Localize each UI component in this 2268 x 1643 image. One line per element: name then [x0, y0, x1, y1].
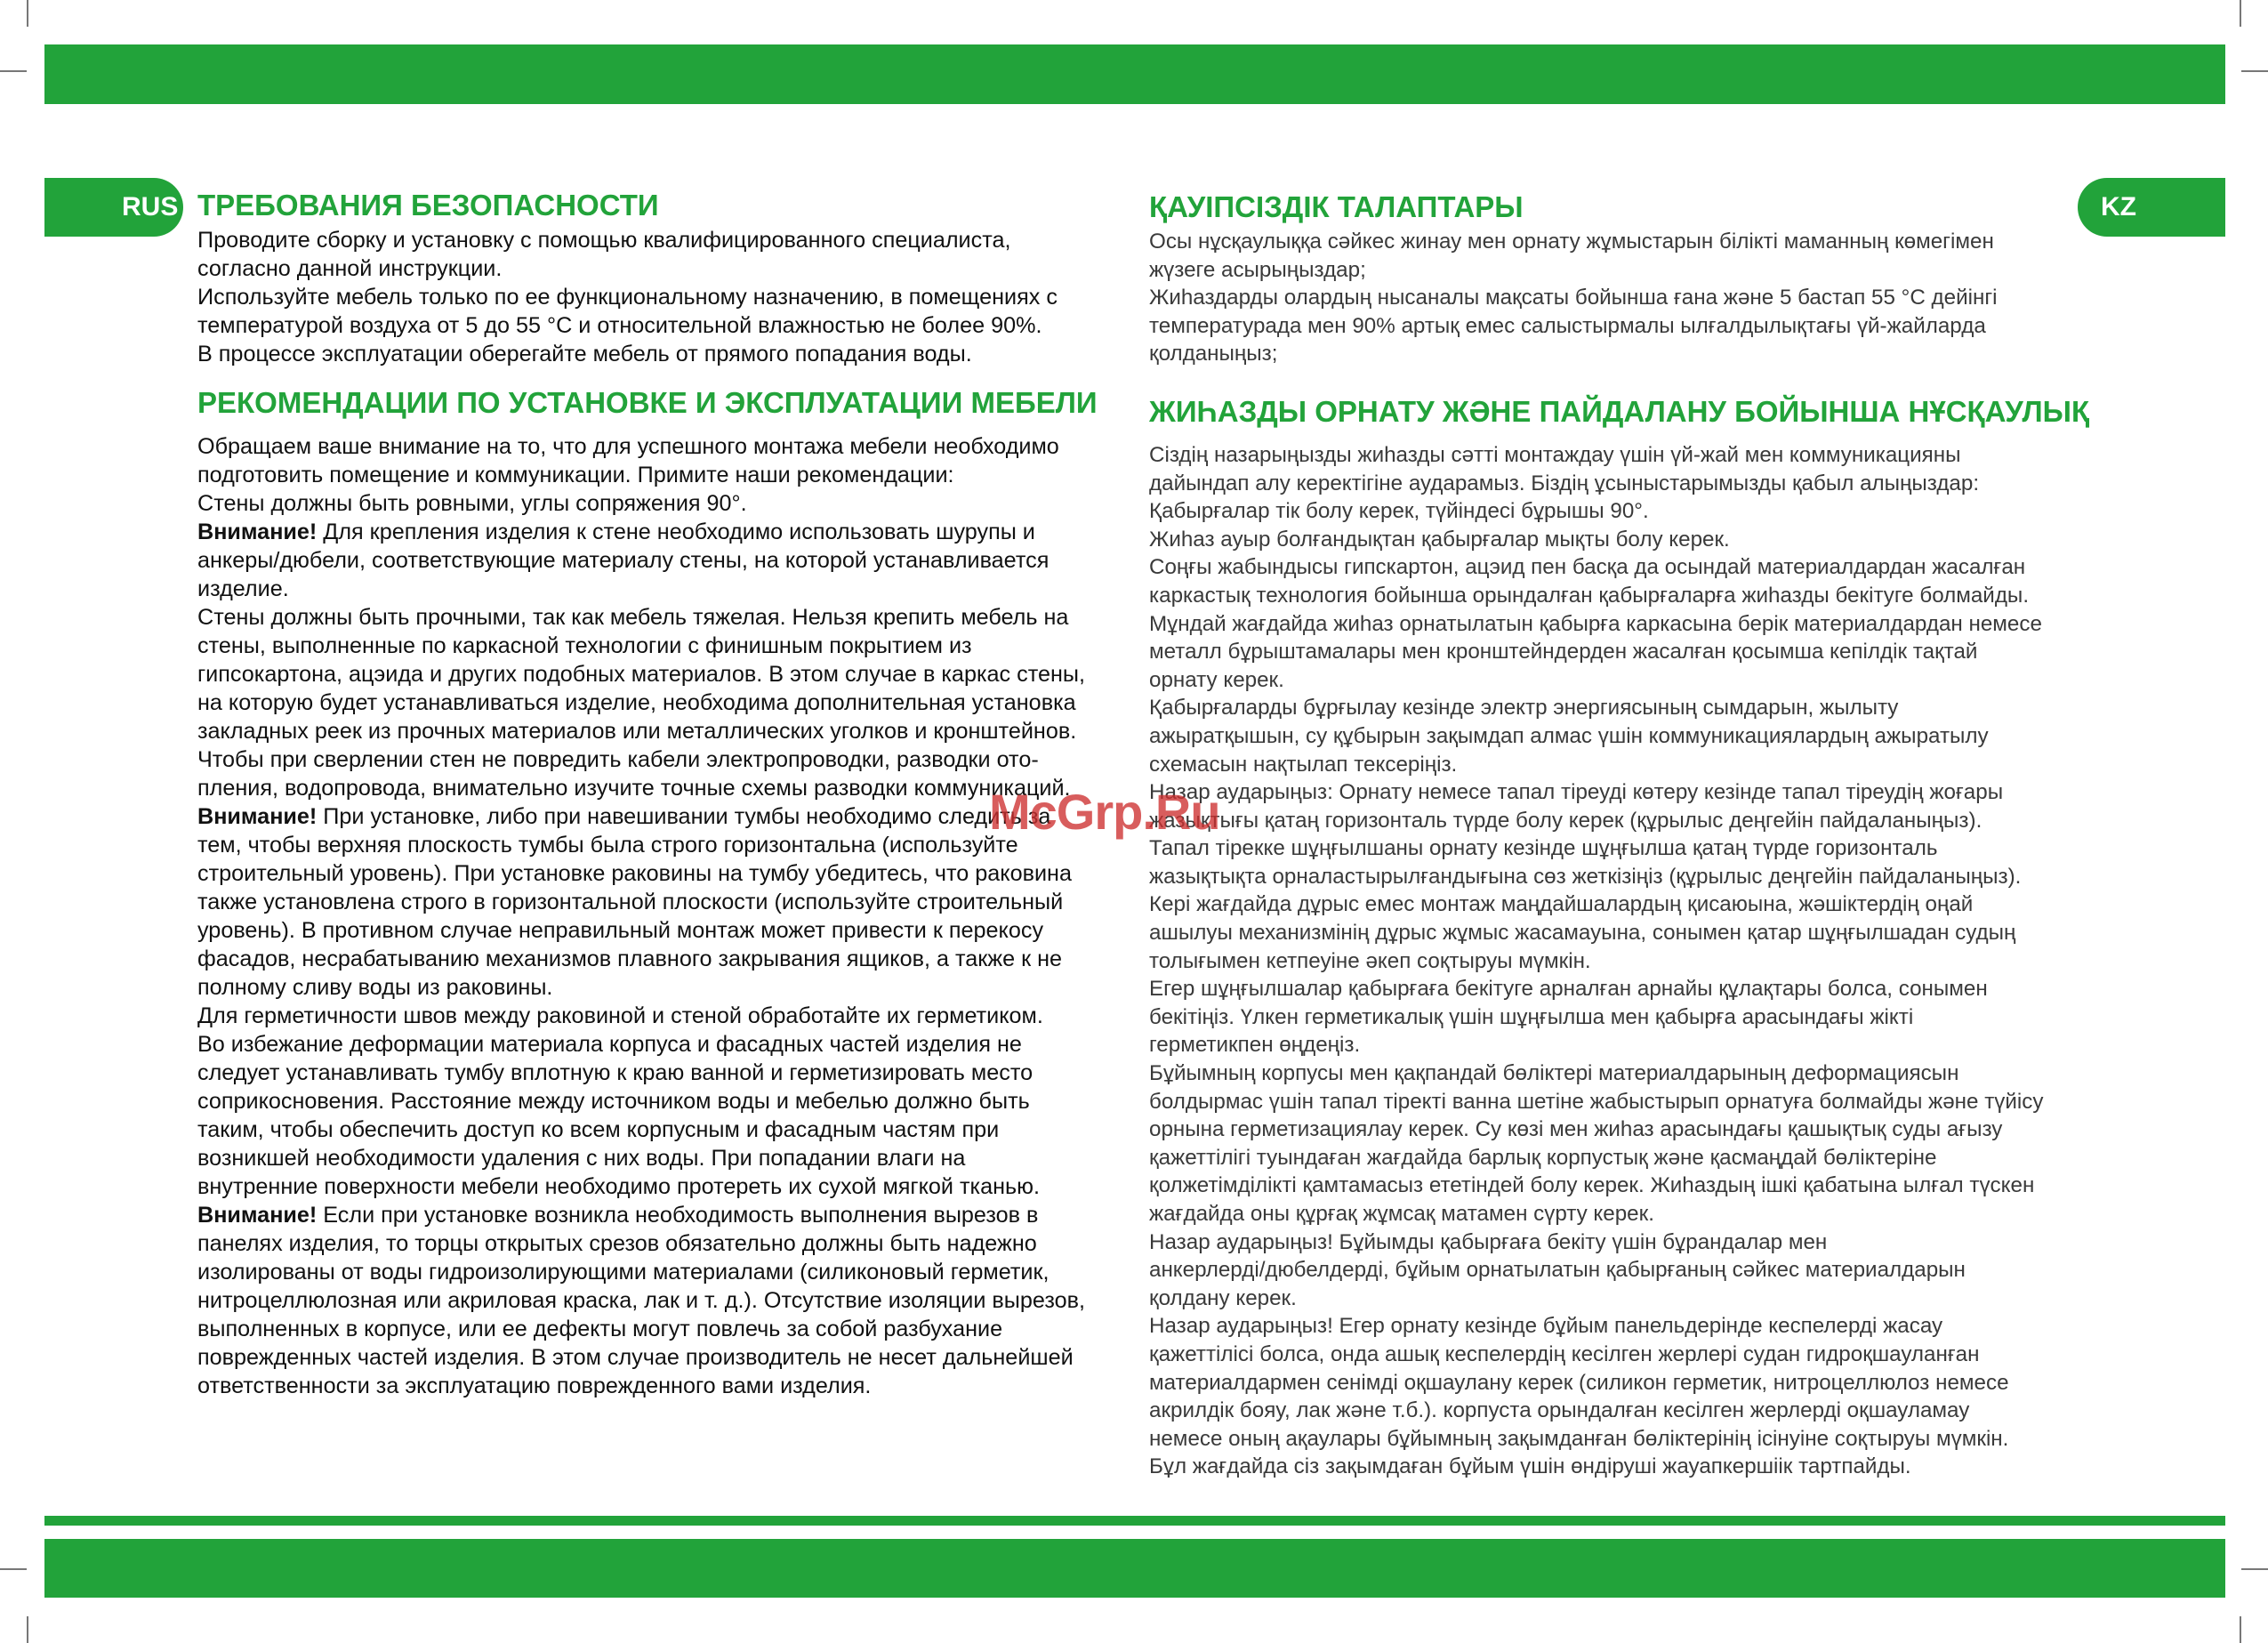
text-line: Осы нұсқаулыққа сәйкес жинау мен орнату жұмыстарын білікті маманның көмегімен [1149, 230, 1994, 254]
rus-safety-title: ТРЕБОВАНИЯ БЕЗОПАСНОСТИ [197, 189, 659, 221]
bottom-green-band [44, 1539, 2225, 1598]
watermark: McGrp.Ru [989, 784, 1220, 840]
text-line [197, 1258, 1122, 1286]
text-line: Қабырғаларды бұрғылау кезінде электр энергиясының сымдарын, жылыту [1149, 696, 1899, 721]
line-text: нитроцеллюлозная или акриловая краска, лак и т. д.). Отсутствие изоляции вырезов, [197, 1288, 1086, 1313]
text-line: орнату керек. [1149, 667, 1284, 692]
text-line: жүзеге асырыңыздар; [1149, 257, 1366, 282]
text-line [197, 1002, 1122, 1030]
rus-recommendations-text [197, 432, 1122, 1400]
attention-label: Внимание! [197, 804, 318, 829]
text-line: герметикпен өңдеңіз. [1149, 1033, 1361, 1058]
line-text: ответственности за эксплуатацию поврежденного вами изделия. [197, 1373, 872, 1398]
rus-safety-text [197, 226, 1122, 368]
line-text: изолированы от воды гидроизолирующими материалами (силиконовый герметик, [197, 1260, 1050, 1285]
text-line [197, 489, 1122, 518]
line-text: полному сливу воды из раковины. [197, 975, 553, 1000]
text-line [197, 603, 1122, 632]
line-text: следует устанавливать тумбу вплотную к краю ванной и герметизировать место [197, 1060, 1033, 1085]
text-line [197, 831, 1122, 859]
line-text: уровень). В противном случае неправильный монтаж может привести к перекосу [197, 918, 1044, 943]
text-line: Бұл жағдайда сіз зақымдаған бұйым үшін өндіруші жауапкершіік тартпайды. [1149, 1454, 1911, 1479]
text-line [197, 1343, 1122, 1372]
text-line [197, 660, 1122, 689]
text-line [197, 1030, 1122, 1059]
text-line: Егер шұңғылшалар қабырғаға бекітуге арналған арнайы құлақтары болса, сонымен [1149, 977, 1988, 1002]
line-text: стены, выполненные по каркасной технологии с финишным покрытием из [197, 633, 972, 658]
rus-recommendations-title: РЕКОМЕНДАЦИИ ПО УСТАНОВКЕ И ЭКСПЛУАТАЦИИ МЕБЕЛИ [197, 386, 1098, 419]
crop-mark [2241, 70, 2268, 72]
text-line [197, 945, 1122, 973]
text-line: ажыратқышын, су құбырын зақымдап алмас үшін коммуникациялардың ажыратылу [1149, 723, 1989, 748]
line-text: изделие. [197, 576, 289, 601]
text-line: Сіздің назарыңызды жиһазды сәтті монтаждау үшін үй-жай мен коммуникацияны [1149, 442, 1961, 467]
text-line [197, 689, 1122, 717]
text-line [197, 432, 1122, 461]
text-line [197, 859, 1122, 888]
text-line: Тапал тірекке шұңғылшаны орнату кезінде шұңғылша қатаң түрде горизонталь [1149, 836, 1938, 861]
text-line: қолдану керек. [1149, 1285, 1297, 1310]
line-text: Стены должны быть прочными, так как мебель тяжелая. Нельзя крепить мебель на [197, 605, 1069, 630]
crop-mark [2241, 1568, 2268, 1570]
text-line [197, 518, 1122, 546]
text-line: бекітіңіз. Үлкен герметикалық үшін шұңғылша мен қабырға арасындағы жікті [1149, 1004, 1914, 1029]
text-line: анкерлерді/дюбелдерді, бұйым орнатылатын қабырғаның сәйкес материалдарын [1149, 1258, 1966, 1283]
text-line: Назар аударыңыз: Орнату немесе тапал тіреуді көтеру кезінде тапал тіреудің жоғары [1149, 780, 2004, 805]
text-line [197, 632, 1122, 660]
top-green-band [44, 44, 2225, 104]
text-line: В процессе эксплуатации оберегайте мебель от прямого попадания воды. [197, 342, 972, 366]
line-text: тем, чтобы верхняя плоскость тумбы была строго горизонтальна (используйте [197, 833, 1018, 858]
kz-safety-title: ҚАУІПСІЗДІК ТАЛАПТАРЫ [1149, 190, 1524, 223]
tab-rus [44, 178, 183, 237]
text-line: каркастық технология бойынша орындалған қабырғаларға жиһазды бекітуге болмайды. [1149, 583, 2030, 608]
text-line [197, 973, 1122, 1002]
text-line [197, 1315, 1122, 1343]
crop-mark [0, 1568, 27, 1570]
text-line [197, 1201, 1122, 1229]
text-line: қолданыңыз; [1149, 342, 1278, 366]
text-line: толығымен кетпеуіне әкеп соқтыруы мүмкін. [1149, 948, 1591, 973]
line-text: соприкосновения. Расстояние между источником воды и мебелью должно быть [197, 1089, 1030, 1114]
text-line: Соңғы жабындысы гипскартон, ацэид пен басқа да осындай материалдардан жасалған [1149, 555, 2026, 580]
text-line: қажеттілісі болса, онда ашық кеспелердің кесілген жерлері судан гидроқшауланған [1149, 1341, 1980, 1366]
text-line [197, 1372, 1122, 1400]
text-line [197, 575, 1122, 603]
tab-rus-label: RUS [122, 192, 179, 221]
text-line [197, 1144, 1122, 1172]
text-line [197, 888, 1122, 916]
line-text: гипсокартона, ацэида и других подобных материалов. В этом случае в каркас стены, [197, 662, 1085, 687]
text-line [197, 717, 1122, 745]
line-text: выполненных в корпусе, или ее дефекты могут повлечь за собой разбухание [197, 1317, 1003, 1341]
text-line: Используйте мебель только по ее функциональному назначению, в помещениях с [197, 285, 1058, 310]
line-text: Стены должны быть ровными, углы сопряжения 90°. [197, 491, 747, 516]
line-text: подготовить помещение и коммуникации. Примите наши рекомендации: [197, 463, 954, 487]
line-text: закладных реек из прочных материалов или металлических уголков и кронштейнов. [197, 719, 1077, 744]
line-text: панелях изделия, то торцы открытых срезов обязательно должны быть надежно [197, 1231, 1037, 1256]
kz-safety-text [1149, 228, 2127, 368]
text-line: материалдармен сенімді оқшаулану керек (силикон герметик, нитроцеллюлоз немесе [1149, 1370, 2009, 1395]
attention-label: Внимание! [197, 519, 318, 544]
tab-kz-label: KZ [2101, 192, 2136, 221]
text-line: ашылуы механизмінің дұрыс жұмыс жасамауына, сонымен қатар шұңғылшадан судың [1149, 921, 2016, 946]
text-line [197, 1286, 1122, 1315]
crop-mark [27, 1616, 28, 1643]
line-text: на которую будет устанавливаться изделие, необходима дополнительная установка [197, 690, 1076, 715]
text-line [197, 1172, 1122, 1201]
line-text: Во избежание деформации материала корпуса и фасадных частей изделия не [197, 1032, 1022, 1057]
text-line: жазықтығы қатаң горизонталь түрде болу керек (құрылыс деңгейін пайдаланыңыз). [1149, 808, 1982, 833]
bottom-green-stripe [44, 1516, 2225, 1526]
text-line [197, 916, 1122, 945]
line-text: внутренние поверхности мебели необходимо протереть их сухой мягкой тканью. [197, 1174, 1041, 1199]
text-line: акрилдік бояу, лак және т.б.). корпуста орындалған кесілген жерлерді оқшауламау [1149, 1398, 1970, 1423]
text-line: болдырмас үшін тапал тіректі ванна шетіне жабыстырып орнатуға болмайды және түйісу [1149, 1089, 2044, 1114]
line-text: Обращаем ваше внимание на то, что для успешного монтажа мебели необходимо [197, 434, 1059, 459]
text-line: қажеттілігі туындаған жағдайда барлық корпустық және қасмаңдай бөліктеріне [1149, 1145, 1937, 1170]
text-line: немесе оның ақаулары бұйымның зақымданған бөліктерінің ісінуіне соқтыруы мүмкін. [1149, 1426, 2009, 1451]
text-line [197, 802, 1122, 831]
text-line: согласно данной инструкции. [197, 256, 503, 281]
line-text: Для герметичности швов между раковиной и стеной обработайте их герметиком. [197, 1003, 1043, 1028]
text-line [197, 1229, 1122, 1258]
line-text: поврежденных частей изделия. В этом случае производитель не несет дальнейшей [197, 1345, 1074, 1370]
kz-column [1149, 187, 2127, 1481]
text-line: жазықтықта орналастырылғандығына сөз жеткізіңіз (құрылыс деңгейін пайдаланыңыз). [1149, 864, 2022, 889]
text-line [197, 1115, 1122, 1144]
line-text: Чтобы при сверлении стен не повредить кабели электропроводки, разводки ото- [197, 747, 1039, 772]
kz-instructions-title: ЖИҺАЗДЫ ОРНАТУ ЖӘНЕ ПАЙДАЛАНУ БОЙЫНША НҰСҚАУЛЫҚ [1149, 394, 2090, 428]
line-text: пления, водопровода, внимательно изучите точные схемы разводки коммуникаций. [197, 776, 1071, 801]
text-line: дайындап алу керектігіне аударамыз. Біздің ұсыныстарымызды қабыл алыңыздар: [1149, 471, 1980, 495]
crop-mark [0, 70, 27, 72]
text-line [197, 774, 1122, 802]
text-line: температурой воздуха от 5 до 55 °С и относительной влажностью не более 90%. [197, 313, 1042, 338]
text-line: қолжетімділікті қамтамасыз ететіндей болу керек. Жиһаздың ішкі қабатына ылғал түскен [1149, 1173, 2035, 1198]
text-line [197, 546, 1122, 575]
text-line [197, 1087, 1122, 1115]
rus-column [197, 185, 1122, 1400]
line-text: также установлена строго в горизонтальной плоскости (используйте строительный [197, 890, 1064, 914]
line-text: анкеры/дюбели, соответствующие материалу стены, на которой устанавливается [197, 548, 1050, 573]
line-text: таким, чтобы обеспечить доступ ко всем корпусным и фасадным частям при [197, 1117, 1000, 1142]
text-line: металл бұрыштамалары мен кронштейндерден жасалған қосымша кепілдік тақтай [1149, 640, 1978, 664]
line-text: Если при установке возникла необходимость выполнения вырезов в [317, 1203, 1039, 1228]
text-line: Проводите сборку и установку с помощью квалифицированного специалиста, [197, 228, 1011, 253]
text-line: Мұндай жағдайда жиһаз орнатылатын қабырға каркасына берік материалдардан немесе [1149, 611, 2042, 636]
text-line: жағдайда оны құрғақ жұмсақ матамен сүрту керек. [1149, 1202, 1654, 1226]
kz-instructions-text [1149, 441, 2127, 1481]
text-line: орнына герметизациялау керек. Су көзі мен жиһаз арасындағы қашықтық суды ағызу [1149, 1117, 2003, 1142]
line-text: строительный уровень). При установке раковины на тумбу убедитесь, что раковина [197, 861, 1072, 886]
text-line [197, 461, 1122, 489]
line-text: При установке, либо при навешивании тумбы необходимо следить за [317, 804, 1051, 829]
text-line: Жиһаз ауыр болғандықтан қабырғалар мықты болу керек. [1149, 527, 1730, 552]
text-line: температурада мен 90% артық емес салыстырмалы ылғалдылықтағы үй-жайларда [1149, 313, 1986, 338]
line-text: фасадов, несрабатыванию механизмов плавного закрывания ящиков, а также к не [197, 946, 1063, 971]
text-line: Жиһаздарды олардың нысаналы мақсаты бойынша ғана және 5 бастап 55 °С дейінгі [1149, 286, 1998, 310]
text-line: Назар аударыңыз! Егер орнату кезінде бұйым панельдерінде кеспелерді жасау [1149, 1314, 1943, 1339]
crop-mark [2240, 1616, 2241, 1643]
attention-label: Внимание! [197, 1203, 318, 1228]
text-line: Кері жағдайда дұрыс емес монтаж маңдайшалардың қисаюына, жәшіктердің оңай [1149, 892, 1974, 917]
line-text: Для крепления изделия к стене необходимо использовать шурупы и [317, 519, 1035, 544]
text-line: Назар аударыңыз! Бұйымды қабырғаға бекіту үшін бұрандалар мен [1149, 1229, 1828, 1254]
line-text: возникшей необходимости удаления с них воды. При попадании влаги на [197, 1146, 966, 1171]
text-line: схемасын нақтылап тексеріңіз. [1149, 752, 1458, 777]
crop-mark [27, 0, 28, 27]
text-line [197, 745, 1122, 774]
text-line: Бұйымның корпусы мен қақпандай бөліктері материалдарының деформациясын [1149, 1061, 1959, 1086]
text-line: Қабырғалар тік болу керек, түйіндесі бұрышы 90°. [1149, 499, 1649, 524]
text-line [197, 1059, 1122, 1087]
crop-mark [2240, 0, 2241, 27]
